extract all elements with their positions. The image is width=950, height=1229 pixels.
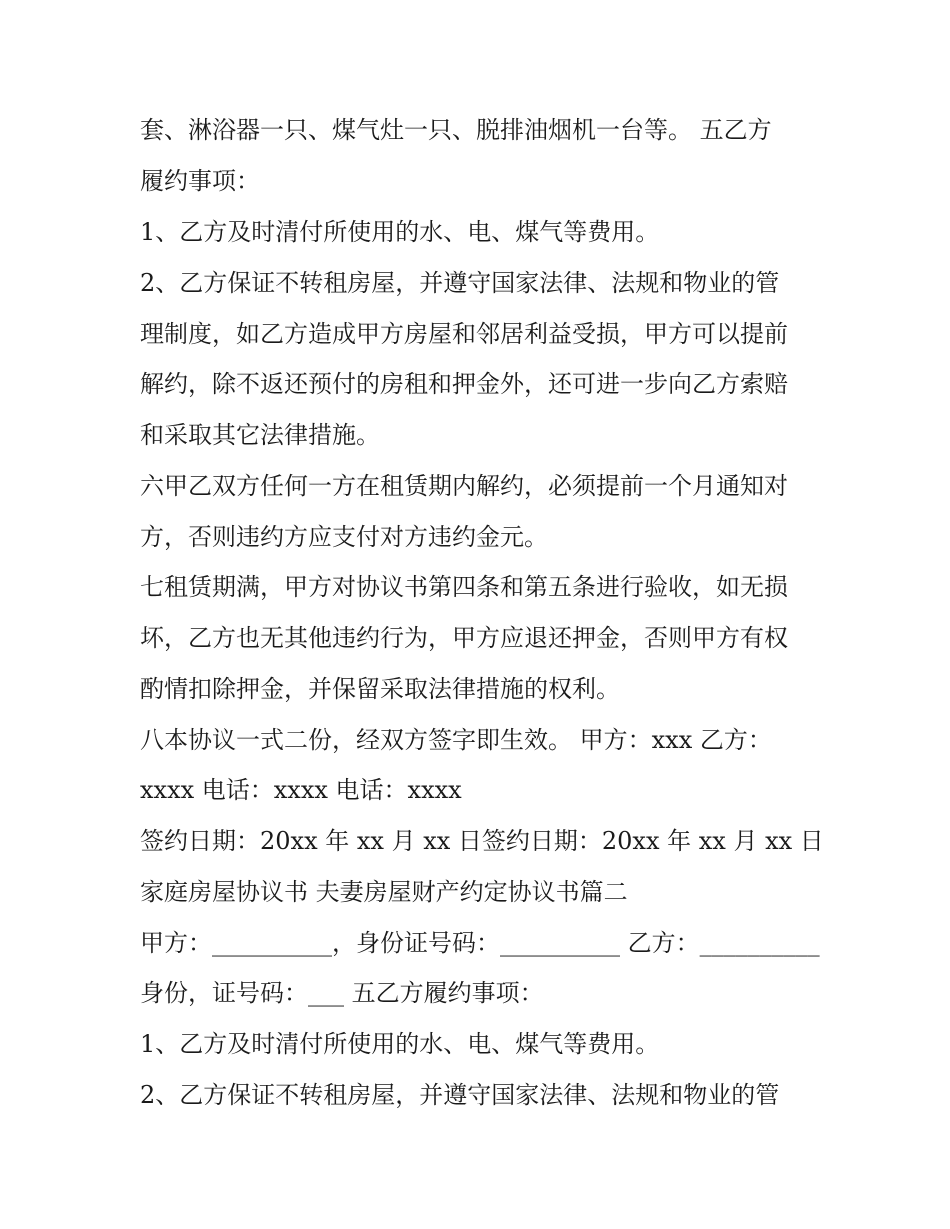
text-line: 理制度，如乙方造成甲方房屋和邻居利益受损，甲方可以提前 [140,320,788,348]
text-line: 和采取其它法律措施。 [140,421,380,449]
text-line: 2、乙方保证不转租房屋，并遵守国家法律、法规和物业的管 [140,269,780,297]
text-line: 签约日期：20xx 年 xx 月 xx 日签约日期：20xx 年 xx 月 xx 日 [140,827,824,855]
text-line: 履约事项： [140,167,260,195]
text-line: 解约，除不返还预付的房租和押金外，还可进一步向乙方索赔 [140,370,788,398]
text-line: 套、淋浴器一只、煤气灶一只、脱排油烟机一台等。 五乙方 [140,116,772,144]
text-line: 甲方：__________，身份证号码：__________ 乙方：__________ [140,929,820,957]
text-line: 七租赁期满，甲方对协议书第四条和第五条进行验收，如无损 [140,573,788,601]
section-heading: 家庭房屋协议书 夫妻房屋财产约定协议书篇二 [140,878,628,906]
text-line: xxxx 电话：xxxx 电话：xxxx [140,776,462,804]
text-line: 方，否则违约方应支付对方违约金元。 [140,523,548,551]
text-line: 八本协议一式二份，经双方签字即生效。 甲方：xxx 乙方： [140,726,772,754]
text-line: 2、乙方保证不转租房屋，并遵守国家法律、法规和物业的管 [140,1081,780,1109]
text-line: 六甲乙双方任何一方在租赁期内解约，必须提前一个月通知对 [140,472,788,500]
text-line: 1、乙方及时清付所使用的水、电、煤气等费用。 [140,1030,660,1058]
text-line: 酌情扣除押金，并保留采取法律措施的权利。 [140,675,620,703]
text-line: 坏，乙方也无其他违约行为，甲方应退还押金，否则甲方有权 [140,624,788,652]
text-line: 身份，证号码：___ 五乙方履约事项： [140,979,544,1007]
text-line: 1、乙方及时清付所使用的水、电、煤气等费用。 [140,218,660,246]
